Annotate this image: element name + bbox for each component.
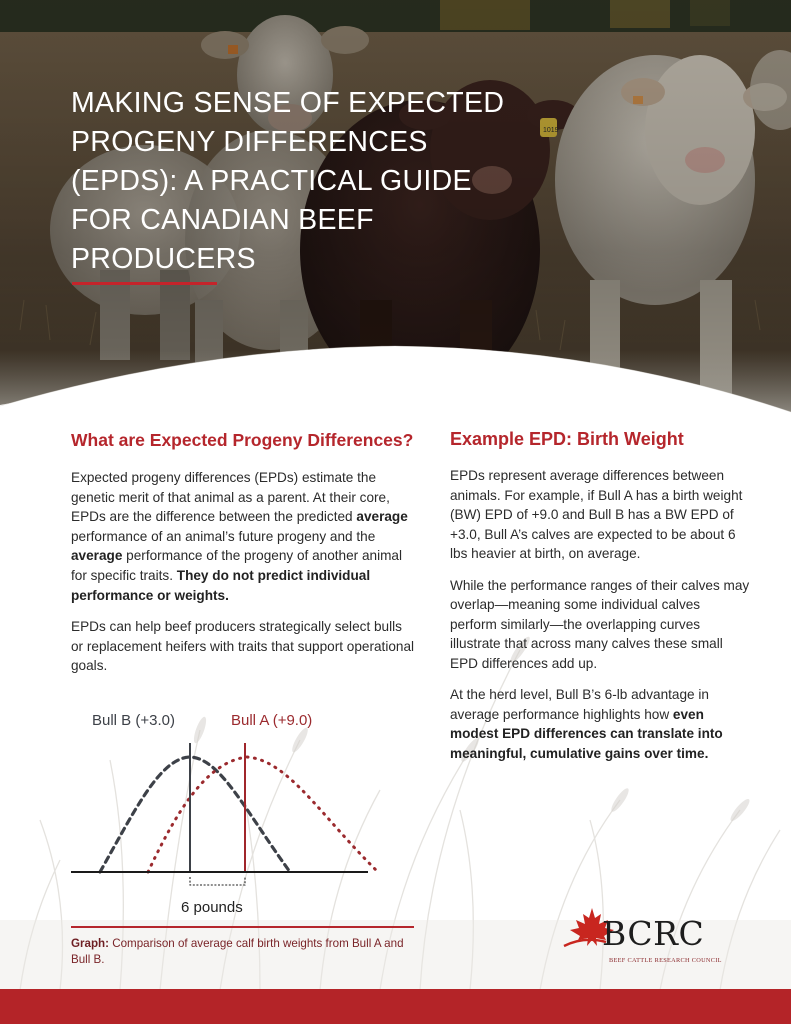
caption-divider — [71, 926, 414, 928]
herd-level-paragraph — [450, 685, 750, 763]
caption-text: Comparison of average calf birth weights from Bull A and Bull B. — [71, 937, 404, 966]
distribution-curves — [60, 700, 400, 925]
logo-subtitle: BEEF CATTLE RESEARCH COUNCIL — [609, 957, 722, 964]
emphasis: even modest EPD differences can translate into meaningful, cumulative gains over time. — [450, 706, 723, 761]
chart-caption — [71, 936, 421, 968]
emphasis: average — [71, 548, 123, 564]
bull-a-label: Bull A (+9.0) — [231, 712, 313, 729]
example-paragraph: EPDs represent average differences between animals. For example, if Bull A has a birth weight (BW) EPD of +9.0 and Bull B has a BW EPD of +3.0, Bull A’s calves are expected to be about 6 lbs heavier at birth, on average. — [450, 468, 743, 561]
epd-usage-paragraph: EPDs can help beef producers strategically select bulls or replacement heifers with traits that support operational goals. — [71, 619, 415, 674]
text: performance of the progeny of another animal for specific traits. — [71, 548, 403, 583]
text: At the herd level, Bull B’s 6-lb advantage in average performance highlights how — [450, 687, 709, 722]
text: performance of an animal’s future progeny and the — [71, 528, 376, 544]
emphasis: They do not predict individual performance or weights. — [71, 567, 371, 603]
footer-band — [0, 989, 791, 1024]
right-column — [450, 426, 750, 763]
overlap-paragraph: While the performance ranges of their calves may overlap—meaning some individual calves perform similarly—the overlapping curves illustrate that across many calves these small EPD differences add up. — [450, 577, 750, 671]
bull-b-label: Bull B (+3.0) — [92, 712, 175, 729]
bcrc-logo — [562, 902, 732, 972]
title-underline — [72, 282, 217, 285]
section-heading-example-epd: Example EPD: Birth Weight — [450, 429, 684, 449]
text: Expected progeny differences (EPDs) estimate the genetic merit of that animal as a parent. At their core, EPDs are the difference between the predicted — [71, 470, 390, 525]
caption-label: Graph: — [71, 937, 110, 950]
difference-label: 6 pounds — [181, 899, 243, 916]
wave-divider — [0, 330, 791, 430]
left-column — [71, 426, 416, 676]
birth-weight-chart — [60, 700, 400, 925]
bull-a-curve — [148, 757, 378, 872]
logo-wordmark: BCRC — [602, 914, 705, 953]
bull-b-curve — [100, 757, 290, 872]
emphasis: average — [356, 509, 408, 525]
epd-definition-paragraph — [71, 468, 416, 605]
page-title: MAKING SENSE OF EXPECTED PROGENY DIFFERENCES (EPDS): A PRACTICAL GUIDE FOR CANADIAN BEEF PRODUCERS — [71, 87, 505, 275]
section-heading-what-are-epds: What are Expected Progeny Differences? — [71, 430, 414, 450]
difference-bracket — [190, 877, 245, 885]
